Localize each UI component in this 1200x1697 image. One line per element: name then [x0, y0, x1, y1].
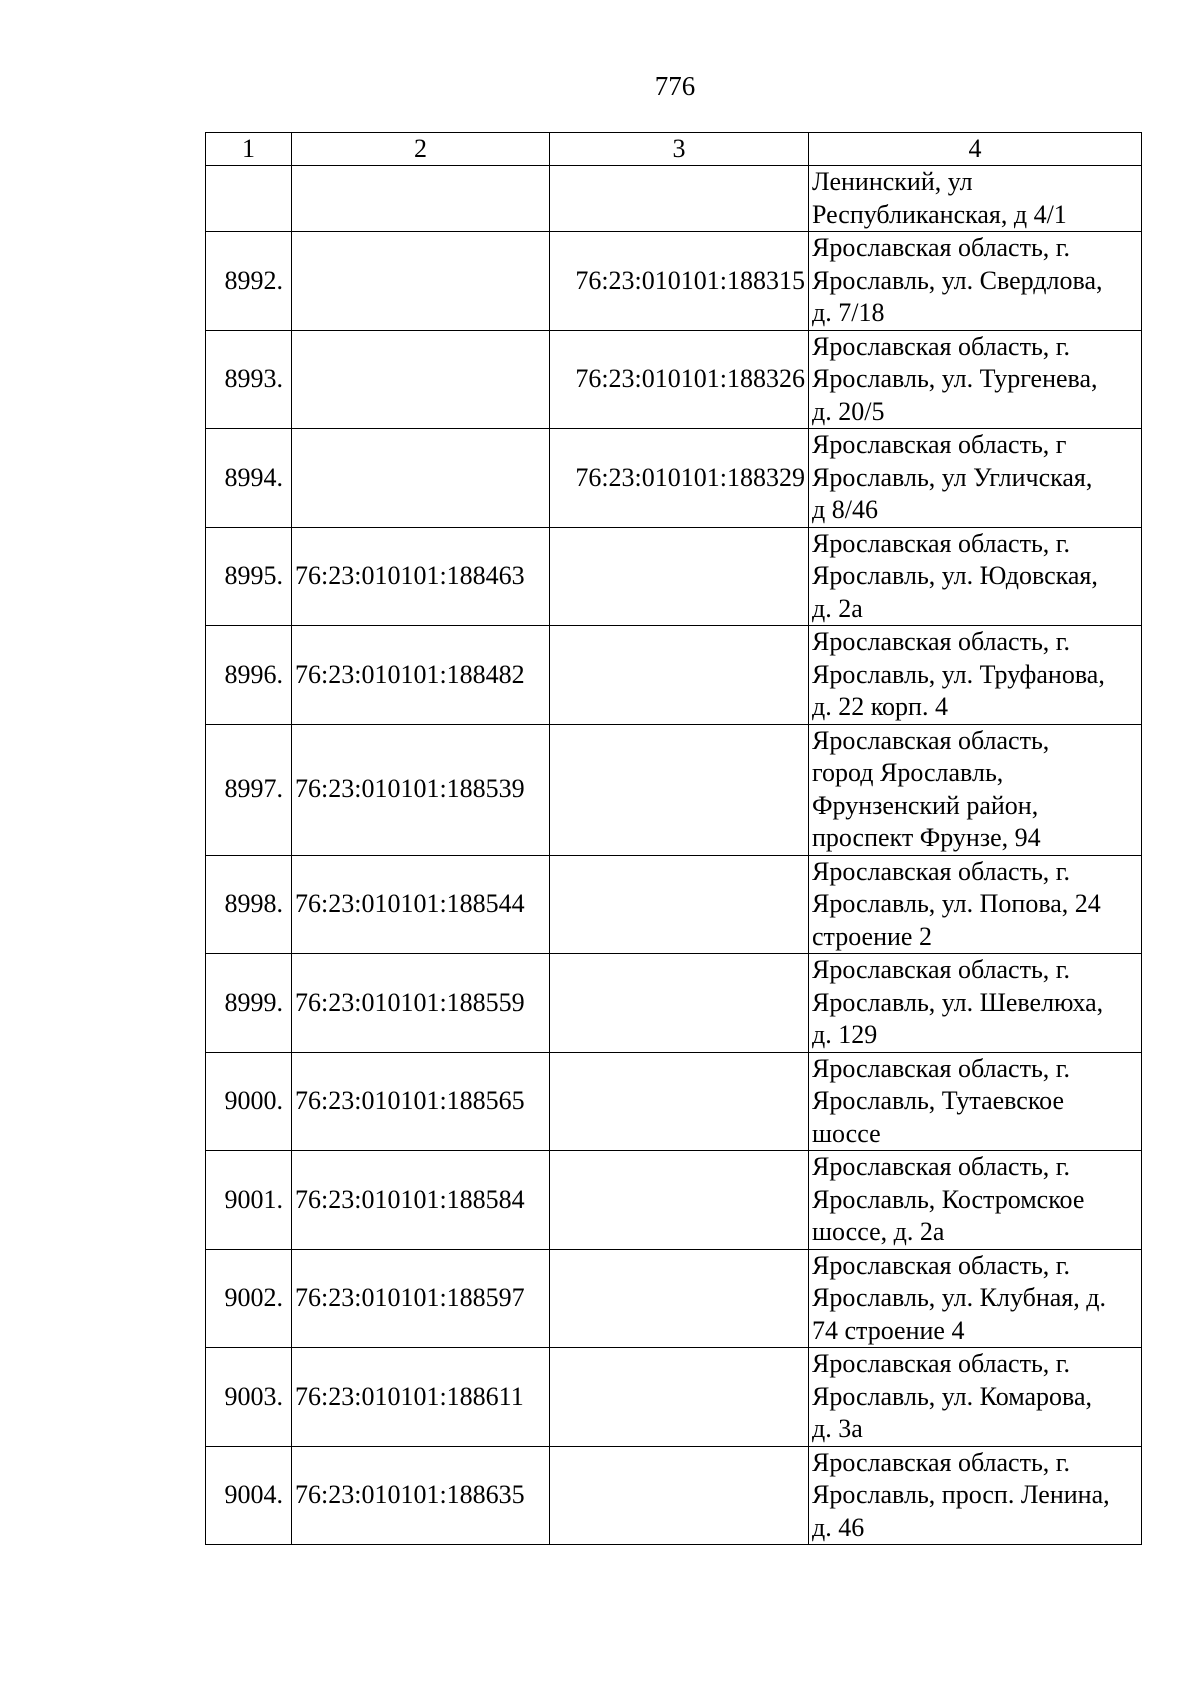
- row-number: 8996.: [206, 626, 292, 725]
- cadastral-number-col2: 76:23:010101:188635: [292, 1446, 550, 1545]
- row-number: 8997.: [206, 724, 292, 855]
- cadastral-number-col3: [550, 1052, 809, 1151]
- row-number: 8995.: [206, 527, 292, 626]
- address-line: шоссе: [812, 1118, 881, 1148]
- row-number: [206, 166, 292, 232]
- cadastral-number-col3: [550, 166, 809, 232]
- cadastral-number-col3: 76:23:010101:188326: [550, 330, 809, 429]
- address-line: Ленинский, ул: [812, 167, 973, 196]
- table-row: [206, 429, 1142, 528]
- cadastral-number-col2: 76:23:010101:188565: [292, 1052, 550, 1151]
- cadastral-number-col3: [550, 1151, 809, 1250]
- column-header-4: 4: [809, 133, 1142, 166]
- address-cell: [809, 1151, 1142, 1250]
- cadastral-number-col2: 76:23:010101:188463: [292, 527, 550, 626]
- table-row: [206, 1052, 1142, 1151]
- cadastral-number-col2: [292, 330, 550, 429]
- cadastral-number-col2: 76:23:010101:188544: [292, 855, 550, 954]
- address-line: Ярославская область, г.: [812, 1447, 1071, 1477]
- address-cell: [809, 527, 1142, 626]
- table-row: [206, 527, 1142, 626]
- address-line: Ярославль, ул. Юдовская,: [812, 561, 1098, 590]
- column-header-1: 1: [206, 133, 292, 166]
- cadastral-number-col3: [550, 527, 809, 626]
- address-line: Ярославль, ул Угличская,: [812, 462, 1093, 492]
- table-row: [206, 855, 1142, 954]
- address-line: д. 2а: [812, 593, 863, 623]
- address-line: город Ярославль,: [812, 758, 1004, 787]
- row-number: 9004.: [206, 1446, 292, 1545]
- row-number: 8998.: [206, 855, 292, 954]
- address-line: Ярославская область, г.: [812, 955, 1071, 984]
- address-line: Ярославская область, г.: [812, 233, 1071, 262]
- address-cell: [809, 855, 1142, 954]
- table-row: [206, 626, 1142, 725]
- address-cell: [809, 1348, 1142, 1447]
- address-line: Ярославль, ул. Шевелюха,: [812, 987, 1104, 1017]
- cadastral-number-col3: 76:23:010101:188329: [550, 429, 809, 528]
- address-line: Ярославская область, г.: [812, 1349, 1071, 1378]
- table-row: [206, 1446, 1142, 1545]
- address-line: Ярославль, ул. Труфанова,: [812, 659, 1105, 689]
- address-line: Ярославль, ул. Клубная, д.: [812, 1283, 1106, 1312]
- cadastral-number-col2: [292, 166, 550, 232]
- row-number: 8994.: [206, 429, 292, 528]
- address-cell: [809, 626, 1142, 725]
- address-line: Республиканская, д 4/1: [812, 199, 1067, 229]
- address-cell: [809, 1249, 1142, 1348]
- table-row: [206, 724, 1142, 855]
- address-cell: [809, 429, 1142, 528]
- cadastral-number-col2: 76:23:010101:188539: [292, 724, 550, 855]
- cadastral-number-col3: [550, 1446, 809, 1545]
- address-cell: [809, 1446, 1142, 1545]
- address-cell: [809, 330, 1142, 429]
- address-line: Ярославская область, г.: [812, 528, 1071, 558]
- address-line: Ярославская область, г.: [812, 856, 1071, 886]
- address-line: строение 2: [812, 921, 932, 951]
- cadastral-number-col2: 76:23:010101:188597: [292, 1249, 550, 1348]
- address-line: Фрунзенский район,: [812, 790, 1039, 820]
- address-line: Ярославская область, г: [812, 430, 1067, 459]
- address-line: Ярославская область, г.: [812, 1053, 1071, 1083]
- address-line: Ярославская область,: [812, 725, 1050, 755]
- address-line: д. 46: [812, 1512, 865, 1542]
- address-line: д. 129: [812, 1020, 878, 1049]
- address-line: Ярославль, ул. Попова, 24: [812, 889, 1101, 918]
- registry-table: [205, 132, 1142, 1545]
- row-number: 9000.: [206, 1052, 292, 1151]
- row-number: 9003.: [206, 1348, 292, 1447]
- table-row: [206, 330, 1142, 429]
- page-number: 776: [654, 71, 696, 101]
- address-line: Ярославская область, г.: [812, 1250, 1071, 1280]
- cadastral-number-col2: 76:23:010101:188559: [292, 954, 550, 1053]
- cadastral-number-col2: 76:23:010101:188584: [292, 1151, 550, 1250]
- cadastral-number-col2: 76:23:010101:188611: [292, 1348, 550, 1447]
- row-number: 8992.: [206, 232, 292, 331]
- address-line: д. 20/5: [812, 396, 885, 426]
- address-line: Ярославль, просп. Ленина,: [812, 1480, 1110, 1509]
- address-line: Ярославль, Костромское: [812, 1184, 1085, 1214]
- address-line: Ярославль, ул. Свердлова,: [812, 265, 1103, 295]
- row-number: 9001.: [206, 1151, 292, 1250]
- address-line: д. 3а: [812, 1414, 863, 1443]
- cadastral-number-col2: [292, 232, 550, 331]
- row-number: 8993.: [206, 330, 292, 429]
- address-line: Ярославль, Тутаевское: [812, 1086, 1064, 1115]
- address-line: Ярославль, ул. Тургенева,: [812, 364, 1098, 393]
- address-line: д 8/46: [812, 495, 878, 524]
- cadastral-number-col3: [550, 954, 809, 1053]
- table-row: [206, 1348, 1142, 1447]
- header-row: [206, 133, 1142, 166]
- cadastral-number-col3: [550, 1249, 809, 1348]
- address-cell: [809, 166, 1142, 232]
- cadastral-number-col3: [550, 1348, 809, 1447]
- row-number: 9002.: [206, 1249, 292, 1348]
- address-line: шоссе, д. 2а: [812, 1217, 945, 1246]
- table-row: [206, 954, 1142, 1053]
- cadastral-number-col3: [550, 855, 809, 954]
- table-row: [206, 166, 1142, 232]
- address-line: Ярославская область, г.: [812, 331, 1071, 361]
- address-cell: [809, 724, 1142, 855]
- address-line: Ярославская область, г.: [812, 627, 1071, 656]
- cadastral-number-col3: 76:23:010101:188315: [550, 232, 809, 331]
- table-body: [206, 166, 1142, 1545]
- table-header: [206, 133, 1142, 166]
- table-row: [206, 1151, 1142, 1250]
- cadastral-number-col2: 76:23:010101:188482: [292, 626, 550, 725]
- cadastral-number-col2: [292, 429, 550, 528]
- column-header-3: 3: [550, 133, 809, 166]
- table-row: [206, 232, 1142, 331]
- address-line: д. 7/18: [812, 298, 885, 327]
- address-line: 74 строение 4: [812, 1315, 965, 1345]
- address-line: Ярославль, ул. Комарова,: [812, 1381, 1092, 1411]
- address-cell: [809, 954, 1142, 1053]
- address-line: д. 22 корп. 4: [812, 692, 948, 721]
- row-number: 8999.: [206, 954, 292, 1053]
- address-line: Ярославская область, г.: [812, 1152, 1071, 1181]
- address-cell: [809, 232, 1142, 331]
- cadastral-number-col3: [550, 626, 809, 725]
- column-header-2: 2: [292, 133, 550, 166]
- cadastral-number-col3: [550, 724, 809, 855]
- table-row: [206, 1249, 1142, 1348]
- address-cell: [809, 1052, 1142, 1151]
- address-line: проспект Фрунзе, 94: [812, 823, 1041, 852]
